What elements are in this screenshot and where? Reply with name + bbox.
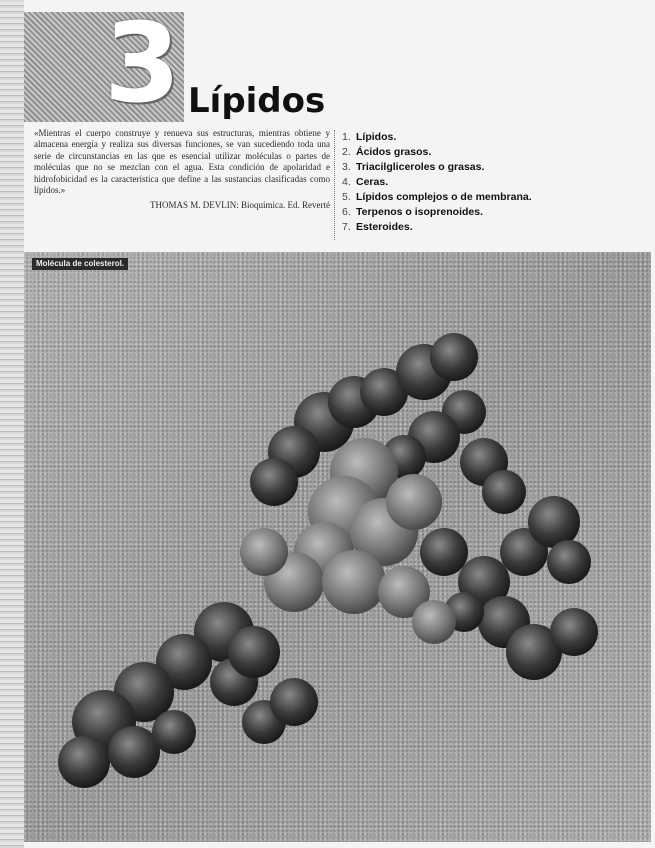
contents-item-number: 4. — [342, 176, 351, 188]
contents-item-label: Lípidos complejos o de membrana. — [356, 191, 532, 203]
contents-item-label: Ácidos grasos. — [356, 146, 432, 158]
intro-quote — [34, 128, 330, 240]
quote-author: THOMAS M. DEVLIN: Bioquímica. Ed. Reverté — [150, 200, 330, 211]
contents-item — [342, 190, 642, 205]
section-divider — [334, 130, 335, 240]
chapter-title: Lípidos — [188, 81, 326, 121]
scan-margin — [0, 0, 24, 848]
contents-item — [342, 205, 642, 220]
molecule-model-illustration — [24, 252, 651, 842]
contents-item-number: 2. — [342, 146, 351, 158]
chapter-contents — [342, 130, 642, 240]
contents-item-number: 5. — [342, 191, 351, 203]
contents-item-label: Esteroides. — [356, 221, 413, 233]
chapter-number: 3 — [104, 0, 181, 127]
contents-item-label: Ceras. — [356, 176, 389, 188]
contents-item-label: Terpenos o isoprenoides. — [356, 206, 483, 218]
cholesterol-model-photo — [24, 252, 651, 842]
contents-item — [342, 145, 642, 160]
contents-item-label: Triacilgliceroles o grasas. — [356, 161, 485, 173]
contents-item-number: 1. — [342, 131, 351, 143]
contents-item — [342, 220, 642, 235]
contents-item — [342, 130, 642, 145]
contents-item — [342, 160, 642, 175]
contents-item — [342, 175, 642, 190]
contents-item-label: Lípidos. — [356, 131, 397, 143]
contents-item-number: 6. — [342, 206, 351, 218]
photo-caption: Molécula de colesterol. — [32, 258, 128, 270]
contents-item-number: 7. — [342, 221, 351, 233]
contents-item-number: 3. — [342, 161, 351, 173]
quote-text: «Mientras el cuerpo construye y renueva sus estructuras, mientras obtiene y almacena energía y realiza sus diversas funciones, se van sucediendo toda una serie de circunstancias en las que es esencial utilizar moléculas o partes de moléculas que no se mezclan con el agua. Esta condición de apolaridad e hidrofobicidad es la característica que define a las sustancias clasificadas como lípidos.» — [34, 128, 330, 196]
